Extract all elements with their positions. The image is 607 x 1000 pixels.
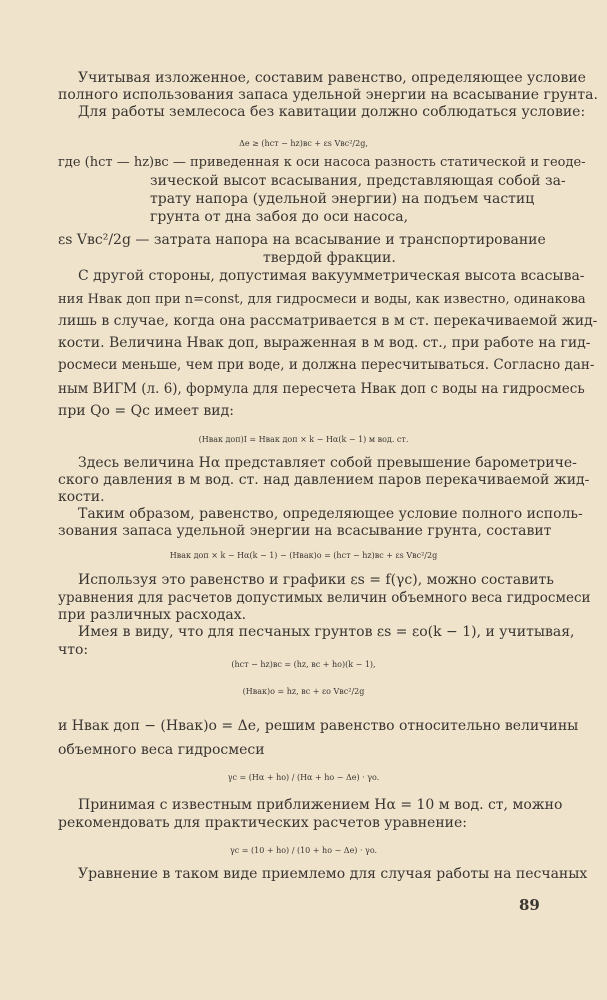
text-line: С другой стороны, допустимая вакуумметрическая высота всасыва- bbox=[78, 268, 585, 284]
text-line: ния Hвак доп при n=const, для гидросмеси и воды, как известно, одинакова bbox=[58, 292, 586, 307]
text-line: кости. bbox=[58, 489, 105, 505]
text-line: трату напора (удельной энергии) на подъем частиц bbox=[150, 191, 535, 207]
formula-line: εs Vвс²/2g — затрата напора на всасывание и транспортирование bbox=[58, 232, 546, 248]
formula-line: (Hвак доп)I = Hвак доп × k − Hα(k − 1) м вод. ст. bbox=[198, 435, 409, 444]
text-line: Здесь величина Hα представляет собой превышение барометриче- bbox=[78, 455, 577, 471]
text-line: грунта от дна забоя до оси насоса, bbox=[150, 209, 409, 225]
text-line: Для работы землесоса без кавитации должно соблюдаться условие: bbox=[78, 104, 586, 120]
text-line: зической высот всасывания, представляющая собой за- bbox=[150, 173, 566, 189]
text-line: и Hвак доп − (Hвак)o = Δe, решим равенство относительно величины bbox=[58, 718, 579, 734]
text-line: твердой фракции. bbox=[263, 250, 396, 266]
formula-line: Hвак доп × k − Hα(k − 1) − (Hвак)o = (hст − hz)вс + εs Vвс²/2g bbox=[169, 551, 438, 560]
text-line: зования запаса удельной энергии на всасывание грунта, составит bbox=[58, 523, 552, 539]
text-line: Используя это равенство и графики εs = f(γc), можно составить bbox=[78, 572, 554, 588]
formula-line: (hст − hz)вс = (hz, вс + ho)(k − 1), bbox=[231, 660, 376, 669]
text-line: при Qo = Qc имеет вид: bbox=[58, 403, 234, 419]
page-number: 89 bbox=[519, 896, 540, 914]
formula-line: γc = (Hα + ho) / (Hα + ho − Δe) · γo. bbox=[227, 773, 380, 782]
text-line: рекомендовать для практических расчетов уравнение: bbox=[58, 815, 468, 831]
text-line: Уравнение в таком виде приемлемо для случая работы на песчаных bbox=[78, 866, 588, 882]
formula-line: Δe ≥ (hст − hz)вс + εs Vвс²/2g, bbox=[239, 139, 368, 148]
text-line: ным ВИГМ (л. 6), формула для пересчета Hвак доп с воды на гидросмесь bbox=[58, 381, 585, 397]
text-line: Учитывая изложенное, составим равенство, определяющее условие bbox=[78, 70, 586, 86]
text-line: при различных расходах. bbox=[58, 607, 247, 623]
text-line: кости. Величина Hвак доп, выраженная в м вод. ст., при работе на гид- bbox=[58, 335, 591, 351]
text-line: ского давления в м вод. ст. над давлением паров перекачиваемой жид- bbox=[58, 472, 590, 488]
text-line: полного использования запаса удельной энергии на всасывание грунта. bbox=[58, 87, 598, 103]
text-line: объемного веса гидросмеси bbox=[58, 742, 265, 758]
text-line: росмеси меньше, чем при воде, и должна пересчитываться. Согласно дан- bbox=[58, 357, 595, 373]
text-line: Имея в виду, что для песчаных грунтов εs = εo(k − 1), и учитывая, bbox=[78, 624, 575, 640]
formula-line: (Hвак)o = hz, вс + εo Vвс²/2g bbox=[242, 687, 365, 696]
text-line: Принимая с известным приближением Hα = 10 м вод. ст, можно bbox=[78, 797, 563, 813]
text-line: что: bbox=[58, 642, 89, 658]
formula-line: γc = (10 + ho) / (10 + ho − Δe) · γo. bbox=[229, 846, 378, 855]
text-line: где (hст — hz)вс — приведенная к оси насоса разность статической и геоде- bbox=[58, 155, 586, 170]
text-line: Таким образом, равенство, определяющее условие полного исполь- bbox=[78, 506, 583, 522]
text-line: уравнения для расчетов допустимых величин объемного веса гидросмеси bbox=[58, 590, 591, 606]
text-line: лишь в случае, когда она рассматривается в м ст. перекачиваемой жид- bbox=[58, 313, 598, 329]
